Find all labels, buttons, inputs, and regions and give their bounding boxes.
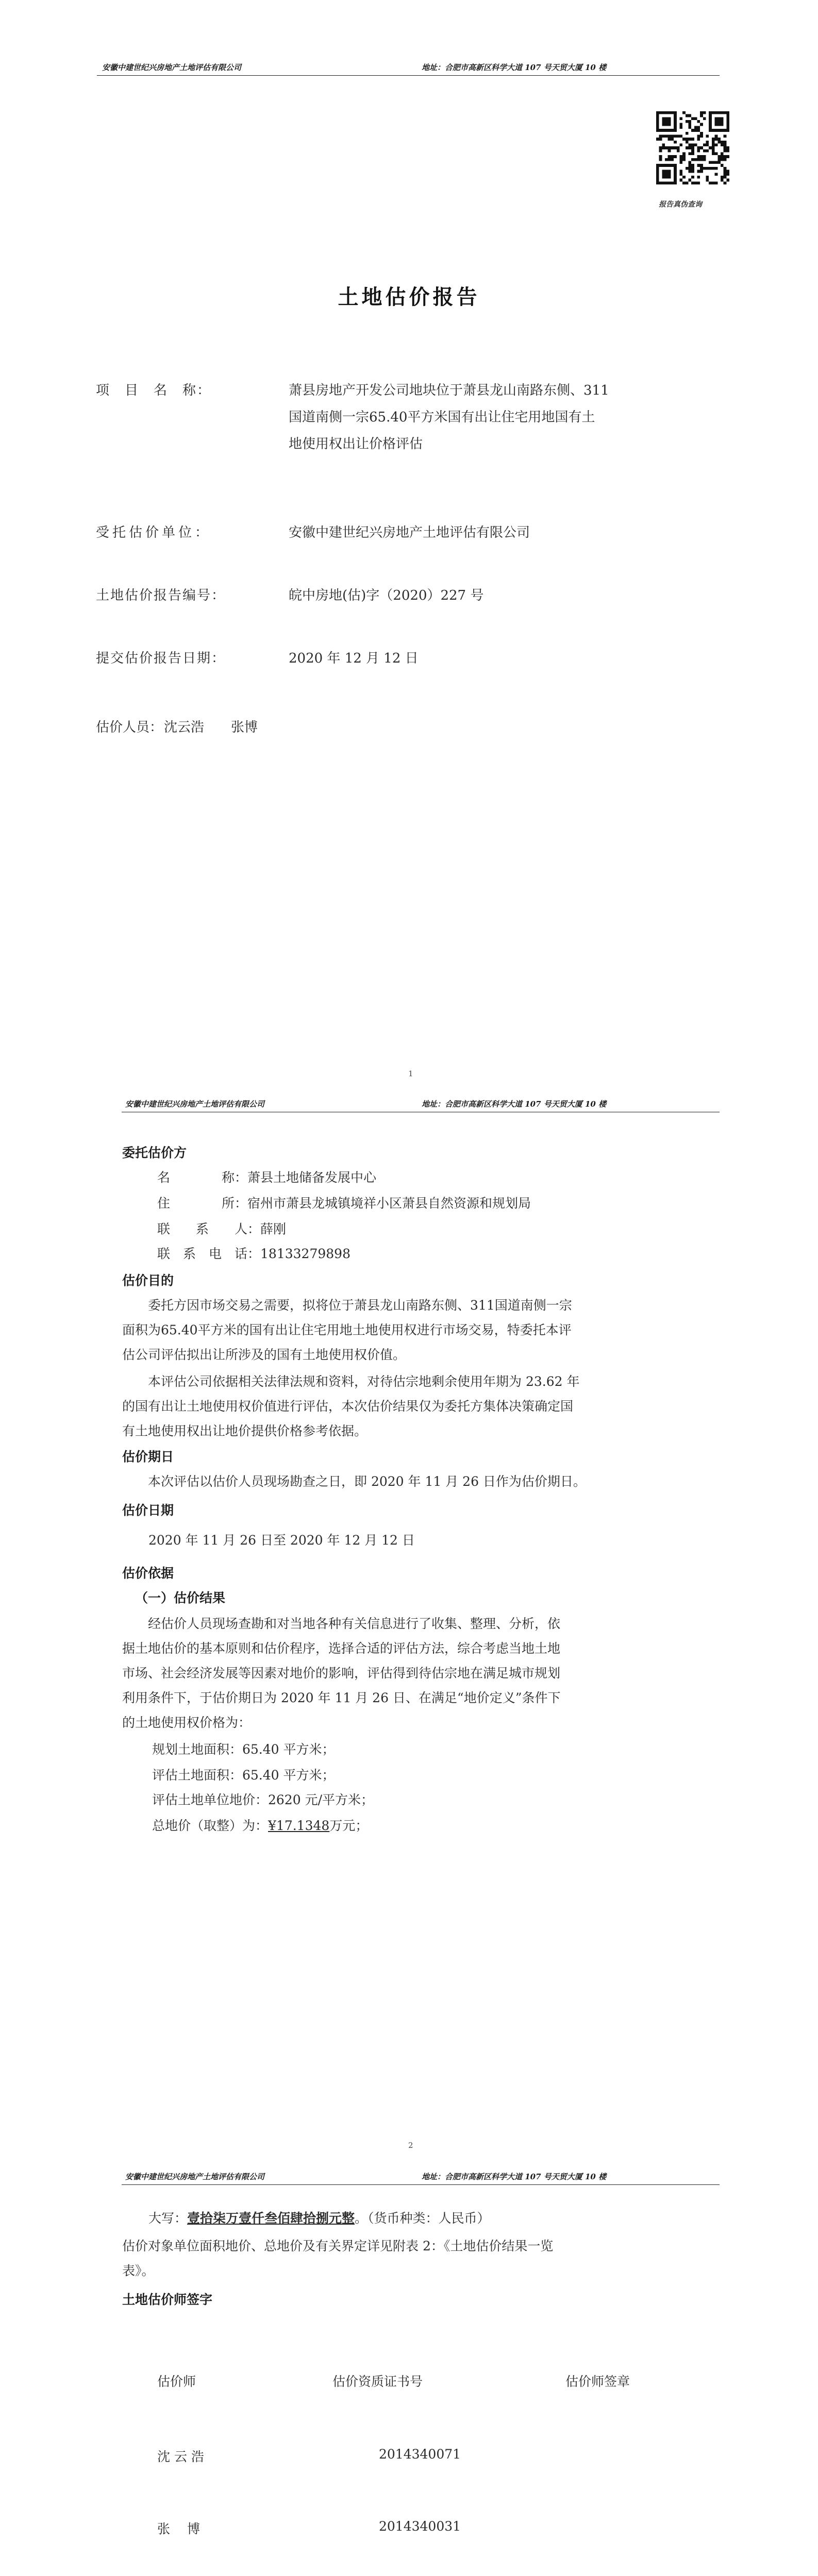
total-price-value: ¥17.1348	[268, 1818, 330, 1833]
column-header-appraiser: 估价师	[157, 2374, 196, 2389]
currency-note: 。（货币种类：人民币）	[355, 2211, 490, 2226]
paragraph-line: 市场、社会经济发展等因素对地价的影响，评估得到待估宗地在满足城市规划	[122, 1666, 561, 1681]
section-appraiser-signatures: 土地估价师签字	[122, 2292, 213, 2307]
page1-header-company: 安徽中建世纪兴房地产土地评估有限公司	[102, 63, 242, 72]
field-label: 联 系 电 话：	[157, 1246, 261, 1261]
appraiser-certificate: 2014340031	[379, 2519, 461, 2534]
page2-header-address: 地址：合肥市高新区科学大道 107 号天贸大厦 10 楼	[422, 1099, 607, 1109]
client-phone-row	[157, 1242, 350, 1266]
submit-date-label: 提交估价报告日期：	[96, 651, 226, 666]
amount-in-words: 壹拾柒万壹仟叁佰肆拾捌元整	[187, 2211, 355, 2226]
paragraph-line: 据土地估价的基本原则和估价程序，选择合适的评估方法，综合考虑当地土地	[122, 1641, 561, 1656]
total-price-row	[152, 1814, 368, 1838]
result-note	[122, 2234, 720, 2283]
field-label: 名 称：	[157, 1170, 248, 1185]
project-name	[289, 377, 727, 457]
planned-area: 规划土地面积：65.40 平方米；	[152, 1742, 335, 1757]
page3-header-company: 安徽中建世纪兴房地产土地评估有限公司	[125, 2172, 265, 2181]
client-address: 宿州市萧县龙城镇境祥小区萧县自然资源和规划局	[247, 1196, 531, 1211]
column-header-signature: 估价师签章	[565, 2374, 630, 2389]
total-price-unit: 万元；	[329, 1818, 369, 1833]
section-purpose: 估价目的	[122, 1273, 174, 1288]
qr-caption: 报告真伪查询	[659, 200, 702, 209]
field-label: 联 系 人：	[157, 1222, 261, 1236]
qr-code-icon	[656, 111, 729, 184]
client-value: 安徽中建世纪兴房地产土地评估有限公司	[289, 525, 530, 540]
paragraph-line: 表》。	[122, 2263, 155, 2278]
client-name-row	[157, 1165, 376, 1190]
paragraph-line: 估公司评估拟出让所涉及的国有土地使用权价值。	[122, 1347, 406, 1362]
total-price-label: 总地价（取整）为：	[152, 1818, 269, 1833]
appraiser-name: 沈 云 浩	[157, 2449, 204, 2464]
appraisers-value: 沈云浩 张博	[164, 720, 258, 735]
report-title: 土地估价报告	[338, 285, 480, 309]
evaluated-area: 评估土地面积：65.40 平方米；	[152, 1768, 335, 1783]
field-label: 住 所：	[157, 1196, 248, 1211]
paragraph-line: 经估价人员现场查勘和对当地各种有关信息进行了收集、整理、分析，依	[148, 1616, 561, 1631]
client-contact: 薛刚	[260, 1222, 287, 1236]
client-address-row	[157, 1191, 531, 1216]
client-contact-row	[157, 1217, 286, 1242]
appraiser-name: 张 博	[157, 2521, 200, 2536]
purpose-paragraph-1	[122, 1293, 720, 1367]
unit-price: 评估土地单位地价：2620 元/平方米；	[152, 1792, 374, 1807]
paragraph-line: 委托方因市场交易之需要，拟将位于萧县龙山南路东侧、311国道南侧一宗	[148, 1298, 572, 1313]
paragraph-line: 估价对象单位面积地价、总地价及有关界定详见附表 2：《土地估价结果一览	[122, 2239, 554, 2253]
paragraph-line: 利用条件下，于估价期日为 2020 年 11 月 26 日、在满足“地价定义”条件下	[122, 1690, 561, 1705]
paragraph-line: 本评估公司依据相关法律法规和资料，对待估宗地剩余使用年期为 23.62 年	[148, 1374, 580, 1389]
paragraph-line: 面积为65.40平方米的国有出让住宅用地土地使用权进行市场交易，特委托本评	[122, 1323, 572, 1337]
subsection-result	[135, 1588, 225, 1606]
subsection-title: （一）估价结果	[135, 1590, 226, 1605]
page3-header-address: 地址：合肥市高新区科学大道 107 号天贸大厦 10 楼	[422, 2172, 607, 2181]
submit-date-value: 2020 年 12 月 12 日	[289, 651, 419, 666]
page2-header-company: 安徽中建世纪兴房地产土地评估有限公司	[125, 1099, 265, 1109]
result-paragraph	[122, 1612, 720, 1735]
client-name: 萧县土地储备发展中心	[247, 1170, 377, 1185]
project-label: 项 目 名 称：	[96, 383, 212, 398]
section-valuation-date: 估价期日	[122, 1449, 174, 1464]
client-phone: 18133279898	[260, 1246, 350, 1261]
appraisers-label: 估价人员：	[96, 720, 163, 735]
purpose-paragraph-2	[122, 1369, 720, 1444]
appraiser-certificate: 2014340071	[379, 2447, 461, 2462]
valuation-period-text: 2020 年 11 月 26 日至 2020 年 12 月 12 日	[148, 1533, 415, 1548]
page-number-2: 2	[408, 2141, 413, 2150]
project-line: 萧县房地产开发公司地块位于萧县龙山南路东侧、311	[289, 383, 609, 398]
page-number-1: 1	[408, 1069, 413, 1078]
page1-header-address: 地址：合肥市高新区科学大道 107 号天贸大厦 10 楼	[422, 63, 607, 72]
project-line: 地使用权出让价格评估	[289, 436, 423, 452]
section-client: 委托估价方	[122, 1145, 187, 1160]
paragraph-line: 的土地使用权价格为：	[122, 1715, 252, 1730]
paragraph-line: 的国有出让土地使用权价值进行评估，本次估价结果仅为委托方集体决策确定国	[122, 1399, 574, 1414]
section-valuation-period: 估价日期	[122, 1503, 174, 1518]
section-basis: 估价依据	[122, 1566, 174, 1581]
page1-header-rule	[97, 75, 720, 76]
valuation-date-text: 本次评估以估价人员现场勘查之日，即 2020 年 11 月 26 日作为估价期日。	[148, 1474, 586, 1489]
amount-in-words-row	[148, 2206, 490, 2231]
report-no-value: 皖中房地(估)字（2020）227 号	[289, 588, 484, 603]
client-label: 受托估价单位：	[96, 525, 212, 540]
column-header-certificate: 估价资质证书号	[332, 2374, 423, 2389]
report-no-label: 土地估价报告编号：	[96, 588, 226, 603]
amount-in-words-label: 大写：	[148, 2211, 188, 2226]
project-line: 国道南侧一宗65.40平方米国有出让住宅用地国有土	[289, 410, 595, 425]
paragraph-line: 有土地使用权出让地价提供价格参考依据。	[122, 1423, 368, 1438]
page3-header-rule	[122, 2184, 720, 2185]
